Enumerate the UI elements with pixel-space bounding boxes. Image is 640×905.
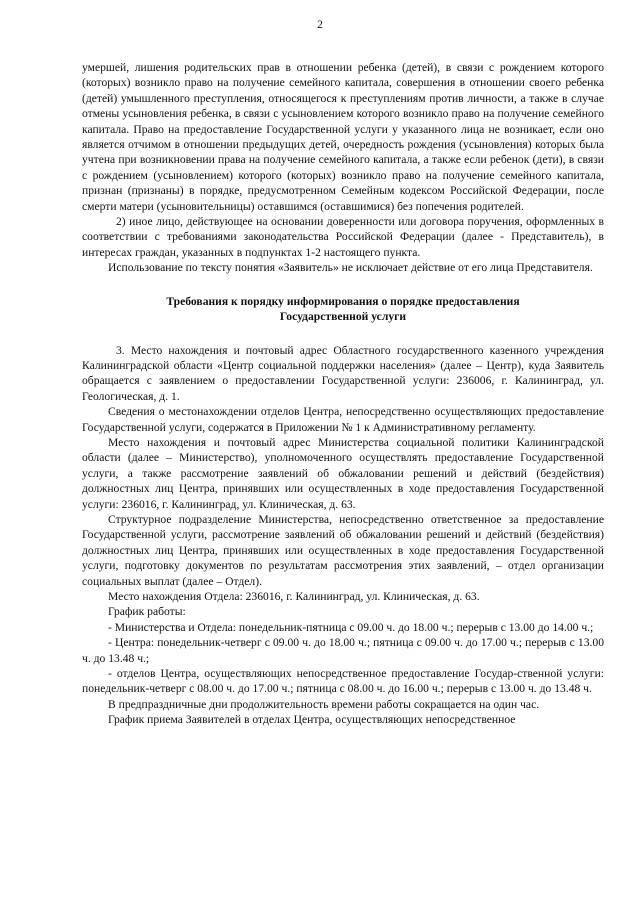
paragraph-schedule-center: - Центра: понедельник-четверг с 09.00 ч. до 18.00 ч.; пятница с 09.00 ч. до 17.00 ч.; перерыв с 13.00 ч. до 13.48 ч.; — [82, 636, 604, 665]
paragraph-ministry-address: Место нахождения и почтовый адрес Министерства социальной политики Калининградской области (далее – Министерство), уполномоченного осуществлять предоставление Государственной услуги, а также рассмотрение заявлений об обжаловании решений и действий (бездействия) должностных лиц Центра, принявших или осуществленных в ходе предоставления Государственной услуги: 236016, г. Калининград, ул. Клиническая, д. 63. — [82, 435, 604, 511]
paragraph-departments-info: Сведения о местонахождении отделов Центра, непосредственно осуществляющих предоставление Государственной услуги, содержатся в Приложении № 1 к Административному регламенту. — [82, 405, 604, 434]
document-body — [82, 60, 604, 728]
paragraph-representative: 2) иное лицо, действующее на основании доверенности или договора поручения, оформленных в соответствии с требованиями законодательства Российской Федерации (далее - Представитель), в интересах граждан, указанных в подпунктах 1-2 настоящего пункта. — [82, 215, 604, 259]
paragraph-structural-unit: Структурное подразделение Министерства, непосредственно ответственное за предоставление Государственной услуги, рассмотрение заявлений об обжаловании решений и действий (бездействия) должностных лиц Центра, принявших или осуществленных в ходе предоставления Государственной услуги, подготовку документов по результатам рассмотрения этих заявлений, – отдел организации социальных выплат (далее – Отдел). — [82, 512, 604, 588]
section-heading-line-1: Требования к порядку информирования о порядке предоставления — [166, 294, 520, 308]
paragraph-center-address: 3. Место нахождения и почтовый адрес Областного государственного казенного учреждения Калининградской области «Центр социальной поддержки населения» (далее – Центр), куда Заявитель обращается с заявлением о предоставлении Государственной услуги: 236006, г. Калининград, ул. Геологическая, д. 1. — [82, 343, 604, 403]
paragraph-applicant-note: Использование по тексту понятия «Заявитель» не исключает действие от его лица Представителя. — [108, 261, 593, 275]
section-heading — [82, 294, 604, 325]
page-number: 2 — [317, 19, 323, 31]
paragraph-schedule-departments: - отделов Центра, осуществляющих непосредственное предоставление Государ-ственной услуги: понедельник-четверг с 08.00 ч. до 17.00 ч.; пятница с 08.00 ч. до 16.00 ч.; перерыв с 13.00 ч. до 13.48 ч. — [82, 667, 604, 696]
paragraph-schedule-title: График работы: — [108, 605, 186, 619]
paragraph-continuation: умершей, лишения родительских прав в отношении ребенка (детей), в связи с рождением которого (которых) возникло право на получение семейного капитала, совершения в отношении своего ребенка (детей) умышленного преступления, относящегося к преступлениям против личности, а также в случае отмены усыновления ребенка, в связи с усыновлением которого возникло право на получение семейного капитала. Право на предоставление Государственной услуги у указанного лица не возникает, если оно является отчимом в отношении предыдущих детей, очередность рождения (усыновления) которых была учтена при возникновении права на получение семейного капитала, а также если ребенок (дети), в связи с рождением (усыновлением) которого (которых) возникло право на получение семейного капитала, признан (признаны) в порядке, предусмотренном Семейным кодексом Российской Федерации, после смерти матери (усыновительницы) оставшимся (оставшимися) без попечения родителей. — [82, 61, 604, 213]
paragraph-schedule-ministry: - Министерства и Отдела: понедельник-пятница с 09.00 ч. до 18.00 ч.; перерыв с 13.00 до 14.00 ч.; — [108, 620, 594, 634]
paragraph-department-location: Место нахождения Отдела: 236016, г. Калининград, ул. Клиническая, д. 63. — [108, 590, 480, 603]
paragraph-holiday-note: В предпраздничные дни продолжительность времени работы сокращается на один час. — [108, 697, 540, 711]
section-heading-line-2: Государственной услуги — [279, 310, 407, 324]
paragraph-reception-schedule: График приема Заявителей в отделах Центра, осуществляющих непосредственное — [108, 713, 516, 727]
